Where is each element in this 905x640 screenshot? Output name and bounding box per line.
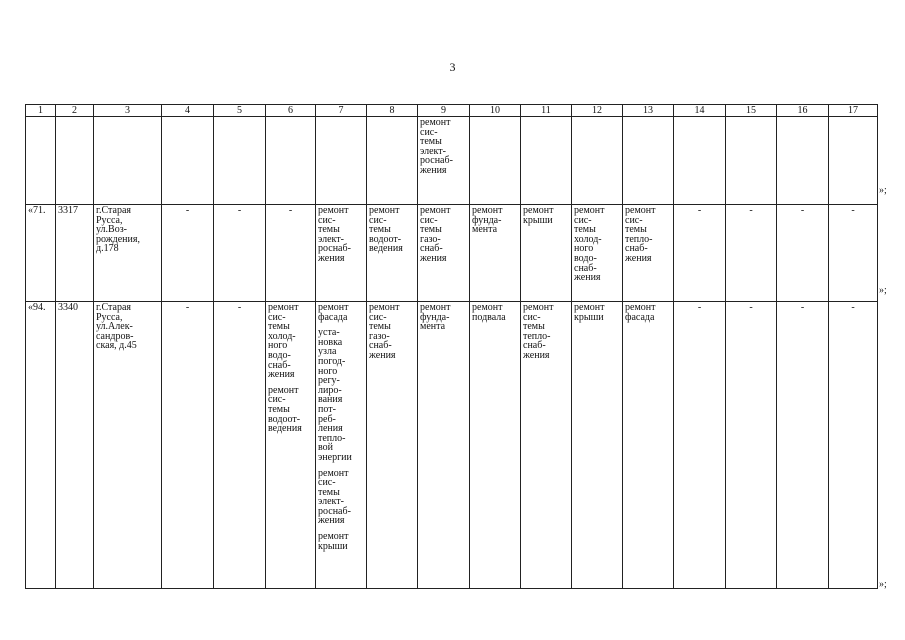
table-cell xyxy=(470,117,521,205)
column-number: 7 xyxy=(316,105,367,117)
table-cell: ремонт сис- темы элект- роснаб- жения xyxy=(316,205,367,302)
column-number: 9 xyxy=(418,105,470,117)
table-cell: - xyxy=(726,205,777,302)
row-closing-quote: »; xyxy=(879,185,887,196)
table-cell: ремонт сис- темы тепло- снаб- жения xyxy=(623,205,674,302)
column-number: 15 xyxy=(726,105,777,117)
table-cell: ремонт сис- темы тепло- снаб- жения xyxy=(521,302,572,589)
column-number: 5 xyxy=(214,105,266,117)
table-cell: ремонт сис- темы холод- ного водо- снаб- жения xyxy=(572,205,623,302)
table-cell xyxy=(162,117,214,205)
table-cell: - xyxy=(777,302,829,589)
table-cell xyxy=(266,117,316,205)
table-cell: ремонт фасада xyxy=(623,302,674,589)
table-row xyxy=(26,117,878,205)
building-id: 3317 xyxy=(56,205,94,302)
table-row xyxy=(26,205,878,302)
address-cell: г.Старая Русса, ул.Алек- сандров- ская, д.45 xyxy=(94,302,162,589)
table-cell: ремонт сис- темы элект- роснаб- жения xyxy=(418,117,470,205)
table-cell: - xyxy=(829,302,878,589)
column-number: 4 xyxy=(162,105,214,117)
table-cell: ремонт подвала xyxy=(470,302,521,589)
table-cell: - xyxy=(266,205,316,302)
column-number: 10 xyxy=(470,105,521,117)
table-row xyxy=(26,302,878,589)
table-cell: - xyxy=(777,205,829,302)
column-number: 11 xyxy=(521,105,572,117)
table-cell: ремонт сис- темы холод- ного водо- снаб- жения ремонт сис- темы водоот- ведения xyxy=(266,302,316,589)
row-closing-quote: »; xyxy=(879,579,887,590)
table-cell xyxy=(521,117,572,205)
table-cell: ремонт крыши xyxy=(521,205,572,302)
address-cell: г.Старая Русса, ул.Воз- рождения, д.178 xyxy=(94,205,162,302)
column-number: 2 xyxy=(56,105,94,117)
row-number: «94. xyxy=(26,302,56,589)
column-number: 13 xyxy=(623,105,674,117)
table-cell xyxy=(674,117,726,205)
column-number: 8 xyxy=(367,105,418,117)
table-cell xyxy=(726,117,777,205)
table-cell xyxy=(214,117,266,205)
column-number: 12 xyxy=(572,105,623,117)
column-number: 16 xyxy=(777,105,829,117)
row-number: «71. xyxy=(26,205,56,302)
row-closing-quote: »; xyxy=(879,285,887,296)
table-cell xyxy=(829,117,878,205)
table-cell: - xyxy=(214,205,266,302)
page-number: 3 xyxy=(449,60,456,74)
column-number-row xyxy=(26,105,878,117)
table-cell xyxy=(367,117,418,205)
table-cell xyxy=(623,117,674,205)
repair-schedule-table xyxy=(25,104,878,589)
table-cell: ремонт сис- темы газо- снаб- жения xyxy=(418,205,470,302)
table-cell: ремонт фасада уста- новка узла погод- ного регу- лиро- вания пот- реб- ления тепло- вой энергии ремонт сис- темы элект- роснаб- жения ремонт крыши xyxy=(316,302,367,589)
table-cell xyxy=(26,117,56,205)
table-cell xyxy=(94,117,162,205)
table-cell: - xyxy=(726,302,777,589)
table-cell: ремонт фунда- мента xyxy=(470,205,521,302)
table-cell: - xyxy=(829,205,878,302)
column-number: 6 xyxy=(266,105,316,117)
building-id: 3340 xyxy=(56,302,94,589)
column-number: 17 xyxy=(829,105,878,117)
column-number: 3 xyxy=(94,105,162,117)
table-cell: - xyxy=(674,205,726,302)
table-cell xyxy=(777,117,829,205)
table-cell: ремонт фунда- мента xyxy=(418,302,470,589)
table-cell: ремонт сис- темы газо- снаб- жения xyxy=(367,302,418,589)
table-cell: ремонт крыши xyxy=(572,302,623,589)
table-cell xyxy=(572,117,623,205)
table-cell: - xyxy=(214,302,266,589)
table-cell xyxy=(56,117,94,205)
table-cell: - xyxy=(674,302,726,589)
table-cell: ремонт сис- темы водоот- ведения xyxy=(367,205,418,302)
table-cell xyxy=(316,117,367,205)
column-number: 14 xyxy=(674,105,726,117)
table-cell: - xyxy=(162,205,214,302)
column-number: 1 xyxy=(26,105,56,117)
table-cell: - xyxy=(162,302,214,589)
